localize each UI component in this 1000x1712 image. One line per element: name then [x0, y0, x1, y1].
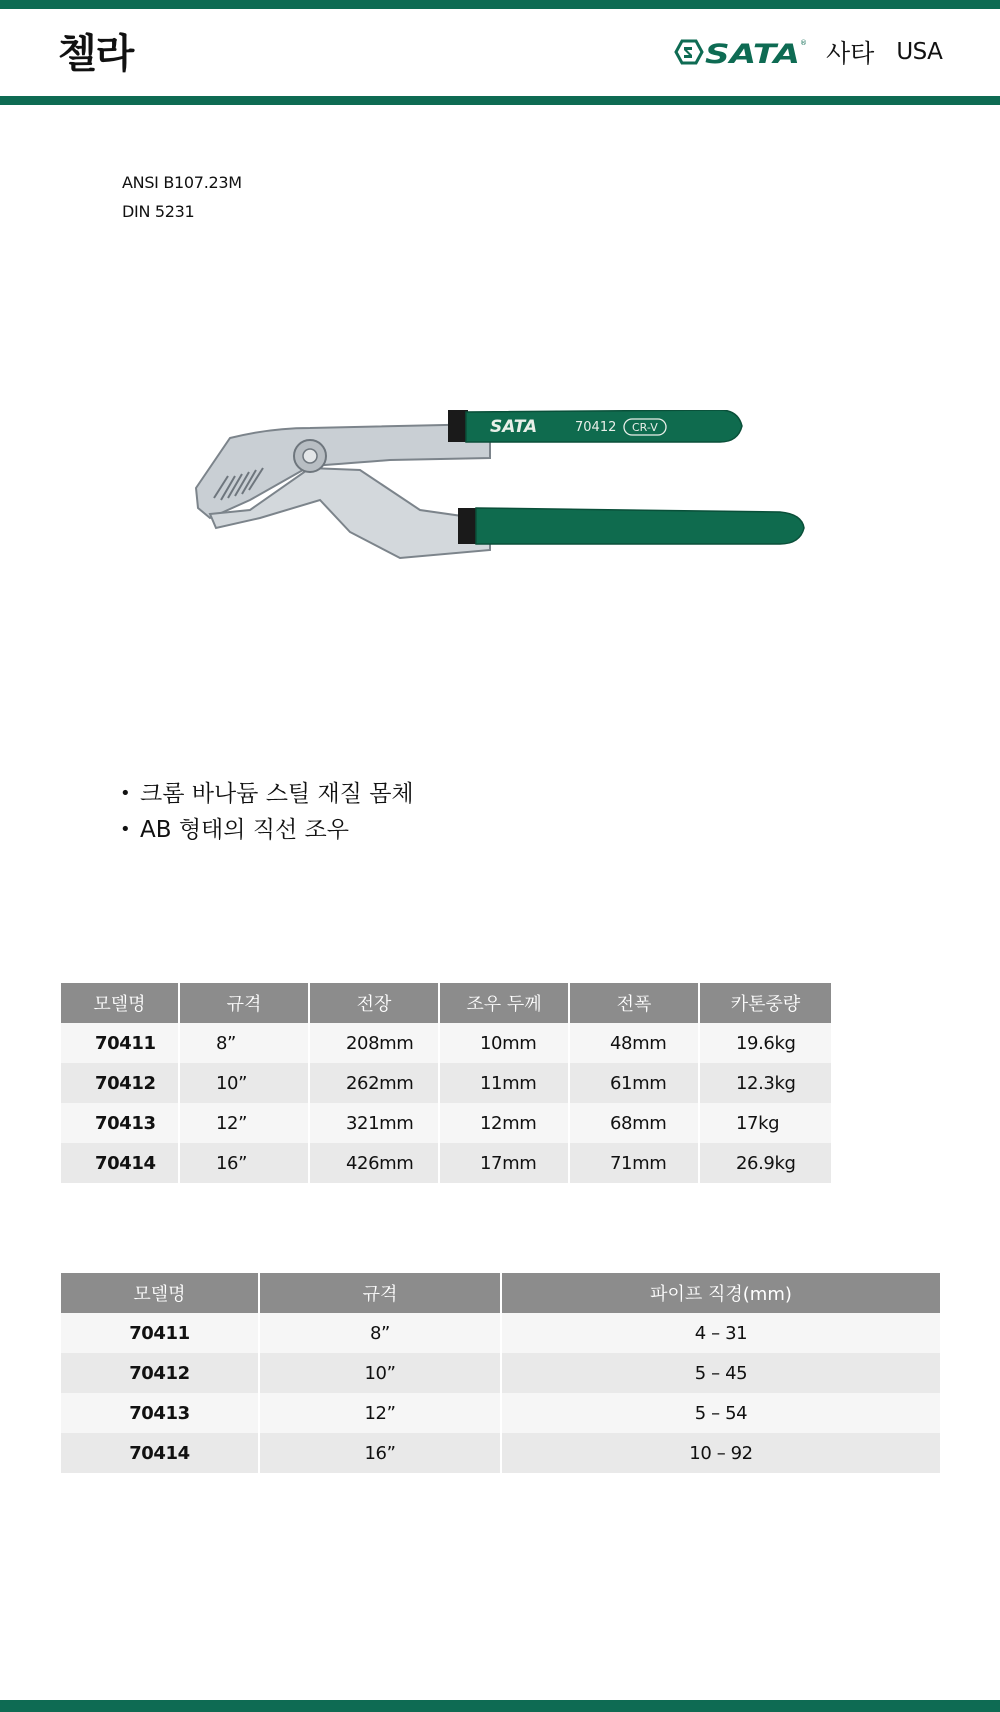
cell-model: 70412	[61, 1063, 179, 1103]
header-width: 전폭	[569, 983, 699, 1023]
bottom-accent-bar	[0, 1700, 1000, 1712]
top-accent-bar	[0, 0, 1000, 9]
table-header-row	[61, 983, 831, 1023]
grip-brand-text: SATA	[490, 417, 538, 437]
sata-logo-text: SATA	[705, 39, 800, 69]
cell-size: 12”	[179, 1103, 309, 1143]
cell-model: 70413	[61, 1103, 179, 1143]
cell-size: 10”	[259, 1353, 501, 1393]
cell-size: 12”	[259, 1393, 501, 1433]
brand-block	[672, 34, 942, 70]
cell-carton-weight: 17kg	[699, 1103, 831, 1143]
product-image-pliers	[190, 410, 870, 590]
cell-carton-weight: 12.3kg	[699, 1063, 831, 1103]
cell-jaw-thickness: 12mm	[439, 1103, 569, 1143]
table-row	[61, 1143, 831, 1183]
cell-length: 208mm	[309, 1023, 439, 1063]
standard-item: ANSI B107.23M	[122, 173, 242, 192]
cell-length: 426mm	[309, 1143, 439, 1183]
cell-length: 262mm	[309, 1063, 439, 1103]
header-model: 모델명	[61, 983, 179, 1023]
header-divider-bar	[0, 96, 1000, 105]
header-length: 전장	[309, 983, 439, 1023]
cell-carton-weight: 19.6kg	[699, 1023, 831, 1063]
cell-size: 16”	[179, 1143, 309, 1183]
cell-pipe-diameter: 5 – 45	[501, 1353, 940, 1393]
header-model: 모델명	[61, 1273, 259, 1313]
svg-text:®: ®	[800, 39, 807, 47]
table-row	[61, 1103, 831, 1143]
brand-region: USA	[896, 39, 943, 65]
brand-name-ko: 사타	[826, 39, 875, 68]
cell-length: 321mm	[309, 1103, 439, 1143]
cell-model: 70414	[61, 1433, 259, 1473]
cell-pipe-diameter: 4 – 31	[501, 1313, 940, 1353]
cell-model: 70413	[61, 1393, 259, 1433]
table-row	[61, 1023, 831, 1063]
cell-size: 8”	[259, 1313, 501, 1353]
table-row	[61, 1433, 940, 1473]
cell-model: 70411	[61, 1023, 179, 1063]
standard-item: DIN 5231	[122, 202, 195, 221]
cell-width: 71mm	[569, 1143, 699, 1183]
cell-size: 16”	[259, 1433, 501, 1473]
table-header-row	[61, 1273, 940, 1313]
cell-jaw-thickness: 10mm	[439, 1023, 569, 1063]
page-title: 첼라	[58, 31, 134, 77]
cell-width: 68mm	[569, 1103, 699, 1143]
table-row	[61, 1313, 940, 1353]
cell-size: 10”	[179, 1063, 309, 1103]
feature-item: • AB 형태의 직선 조우	[120, 812, 414, 848]
standards-list	[122, 168, 242, 226]
grip-material-badge: CR-V	[632, 421, 658, 434]
feature-list	[120, 776, 414, 848]
cell-size: 8”	[179, 1023, 309, 1063]
spec-table	[61, 983, 831, 1183]
cell-pipe-diameter: 10 – 92	[501, 1433, 940, 1473]
header-pipe-diameter: 파이프 직경(mm)	[501, 1273, 940, 1313]
grip-model-text: 70412	[575, 420, 617, 435]
cell-model: 70414	[61, 1143, 179, 1183]
cell-model: 70412	[61, 1353, 259, 1393]
cell-pipe-diameter: 5 – 54	[501, 1393, 940, 1433]
header-carton-weight: 카톤중량	[699, 983, 831, 1023]
table-row	[61, 1353, 940, 1393]
cell-model: 70411	[61, 1313, 259, 1353]
cell-carton-weight: 26.9kg	[699, 1143, 831, 1183]
cell-width: 61mm	[569, 1063, 699, 1103]
feature-item: • 크롬 바나듐 스틸 재질 몸체	[120, 776, 414, 812]
table-row	[61, 1063, 831, 1103]
plier-lower-grip	[476, 508, 804, 544]
header-jaw-thickness: 조우 두께	[439, 983, 569, 1023]
pipe-diameter-table	[61, 1273, 940, 1473]
header-size: 규격	[259, 1273, 501, 1313]
sata-logo	[672, 35, 808, 69]
cell-jaw-thickness: 17mm	[439, 1143, 569, 1183]
table-row	[61, 1393, 940, 1433]
header-size: 규격	[179, 983, 309, 1023]
cell-jaw-thickness: 11mm	[439, 1063, 569, 1103]
cell-width: 48mm	[569, 1023, 699, 1063]
